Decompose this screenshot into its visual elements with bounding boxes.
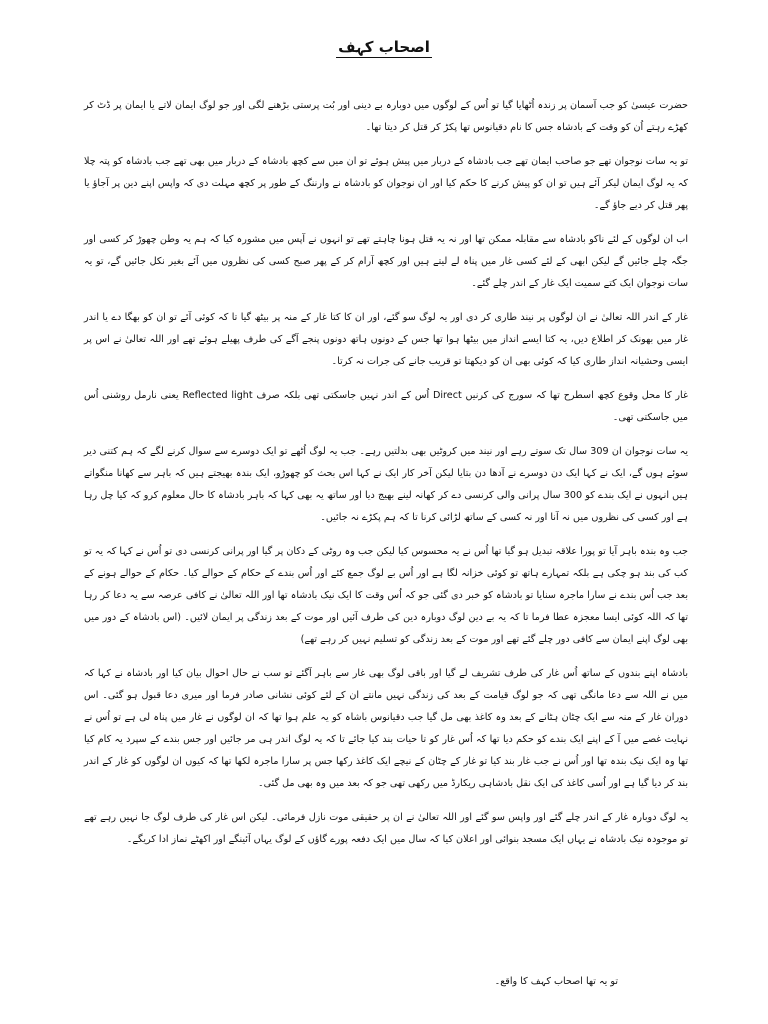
paragraph-7: جب وہ بندہ باہر آیا تو پورا علاقہ تبدیل ہو گیا تھا اُس نے یہ محسوس کیا لیکن جب وہ روٹی کے دکان پر گیا اور پرانی کرنسی دی تو اُس نے کہا کہ یہ تو کب کی بند ہو چکی ہے بلکہ تمہارے ہاتھ تو کوئی خزانہ لگا ہے اور اُس بے لوگ جمع کئے اور اُس بندے کے حکام کے حوالے کیا۔ حکام کے حوالے ہونے کے بعد جب اُس بندے نے سارا ماجرہ سنایا تو بادشاہ کو خبر دی گئی جو کہ اُس وقت کا ایک نیک بادشاہ تھا اور اللہ تعالیٰ نے کافی عرصہ سے یہ دعا کر رہا تھا کہ اللہ کوئی ایسا معجزہ عطا فرما تا کہ یہ بے دین لوگ دوبارہ دین کی طرف آئیں اور موت کے بعد زندگی پر ایمان لائیں۔ (اس بادشاہ کے دور میں بھی لوگ اپنے ایمان سے کافی دور چلے گئے تھے اور موت کے بعد زندگی کو تسلیم نہیں کر رہے تھے) [84,546,688,645]
document-body [84,95,688,863]
paragraph-9: یہ لوگ دوبارہ غار کے اندر چلے گئے اور واپس سو گئے اور اللہ تعالیٰ نے ان پر حقیقی موت نازل فرمائی۔ لیکن اس غار کی طرف لوگ جا نہیں رہے تھے تو موجودہ نیک بادشاہ نے یہاں ایک مسجد بنوائی اور اعلان کیا کہ سال میں ایک دفعہ پورے گاؤں کے لوگ یہاں آئینگے اور اکھٹے نماز ادا کریگے۔ [84,812,688,845]
paragraph-8: بادشاہ اپنے بندوں کے ساتھ اُس غار کی طرف تشریف لے گیا اور باقی لوگ بھی غار سے باہر آگئے تو سب نے حال احوال بیان کیا اور بادشاہ نے کہا کہ میں نے اللہ سے دعا مانگی تھی کہ جو لوگ قیامت کے بعد کی زندگی نہیں مانتے ان کے لئے کوئی نشانی صادر فرما اور میری دعا قبول ہو گئی۔ اس دوران غار کے منہ سے ایک چٹان ہٹانے کے بعد وہ کاغذ بھی مل گیا جب دقیانوس باشاہ کو یہ علم ہوا تھا کہ ان لوگوں نے غار میں پناہ لی ہے تو اُس نے نہایت غصے میں آ کے اپنے ایک بندے کو حکم دیا تھا کہ اُس غار کو تا حیات بند کیا جائے تا کہ یہ لوگ اندر ہی مر جائیں اور جس بندے کے سپرد یہ کام کیا تھا وہ ایک نیک بندہ تھا اور اُس نے جب غار بند کیا تو غار کے چٹان کے نیچے ایک کاغذ رکھا جس پر سارا ماجرہ لکھا تھا کہ کیوں ان لوگوں کو غار کے اندر بند کر دیا گیا ہے اور اُسی کاغذ کی ایک نقل بادشاہی ریکارڈ میں رکھی تھی جو کہ بعد میں وہ بھی مل گئی۔ [84,668,688,789]
paragraph-4: غار کے اندر اللہ تعالیٰ نے ان لوگوں پر نیند طاری کر دی اور یہ لوگ سو گئے، اور ان کا کتا غار کے منہ پر بیٹھ گیا تا کہ کوئی آئے تو ان کو بھگا دے یا اندر غار میں بھونک کر اطلاع دیں، یہ کتا ایسے انداز میں بیٹھا ہوا تھا جس کے دونوں ہاتھ دونوں پنجے آگے کی طرف پھیلے ہوئے تھے اور اللہ تعالیٰ نے اس پر ایسی وحشیانہ انداز طاری کیا کہ کوئی بھی ان کو دیکھتا تو قریب جانے کی جرات نہ کرتا۔ [84,312,688,367]
closing-line: تو یہ تھا اصحاب کہف کا واقع۔ [494,976,618,987]
paragraph-1: حضرت عیسیٰ کو جب آسمان پر زندہ اُٹھایا گیا تو اُس کے لوگوں میں دوبارہ بے دینی اور بُت پرستی بڑھنے لگی اور جو لوگ ایمان لاتے یا ایمان پر ڈٹ کر کھڑے رہتے اُن کو وقت کے بادشاہ جس کا نام دقیانوس تھا پکڑ کر قتل کر دیتا تھا۔ [84,100,688,133]
title-text: اصحاب کہف [338,38,430,56]
paragraph-5: غار کا محل وقوع کچھ اسطرح تھا کہ سورج کی کرنیں Direct اُس کے اندر نہیں جاسکتی تھی بلکہ صرف Reflected light یعنی نارمل روشنی اُس میں جاسکتی تھی۔ [84,390,689,423]
paragraph-3: اب ان لوگوں کے لئے ناکو بادشاہ سے مقابلہ ممکن تھا اور نہ یہ قتل ہونا چاہتے تھے تو انہوں نے آپس میں مشورہ کیا کہ ہم یہ وطن چھوڑ کر کسی اور جگہ چلے جائیں گے لیکن ابھی کے لئے کسی غار میں پناہ لے لیتے ہیں اور کچھ آرام کر کے پھر صبح کسی کی نظروں میں آئے بغیر نکل جائیں گے، تو یہ سات نوجوان ایک کتے سمیت ایک غار کے اندر چلے گئے۔ [84,234,688,289]
paragraph-6: یہ سات نوجوان ان 309 سال تک سوتے رہے اور نیند میں کروٹیں بھی بدلتیں رہے۔ جب یہ لوگ اُٹھے تو ایک دوسرے سے سوال کرنے لگے کہ ہم کتنی دیر سوئے ہوں گے، ایک نے کہا ایک دن دوسرے نے آدھا دن بتایا لیکن آخر کار ایک نے کہا اس بحث کو چھوڑو، ایک بندہ بھیجتے ہیں کہ باہر سے کھانا منگواتے ہیں انہوں نے ایک بندے کو 300 سال پرانی والی کرنسی دے کر کھانہ لینے بھیج دیا اور ساتھ یہ بھی کہا کہ باہر بادشاہ کا حال معلوم کرو کہ کیا چل رہا ہے اور کسی کی نظروں میں نہ آنا اور نہ کسی کے ساتھ لڑائی کرنا تا کہ ہم پکڑے نہ جائیں۔ [84,446,688,523]
paragraph-2: تو یہ سات نوجوان تھے جو صاحب ایمان تھے جب بادشاہ کے دربار میں پیش ہوئے تو ان میں سے کچھ بادشاہ کے دربار میں بھی تھے جب بادشاہ کو پتہ چلا کہ یہ لوگ ایمان لیکر آئے ہیں تو ان کو پیش کرنے کا حکم کیا اور ان نوجوان کو بادشاہ نے وارننگ کے طور پر کچھ مہلت دی کہ واپس اپنے دین پر آجاؤ یا پھر قتل کر دیے جاؤ گے۔ [84,156,688,211]
document-title [0,38,768,56]
